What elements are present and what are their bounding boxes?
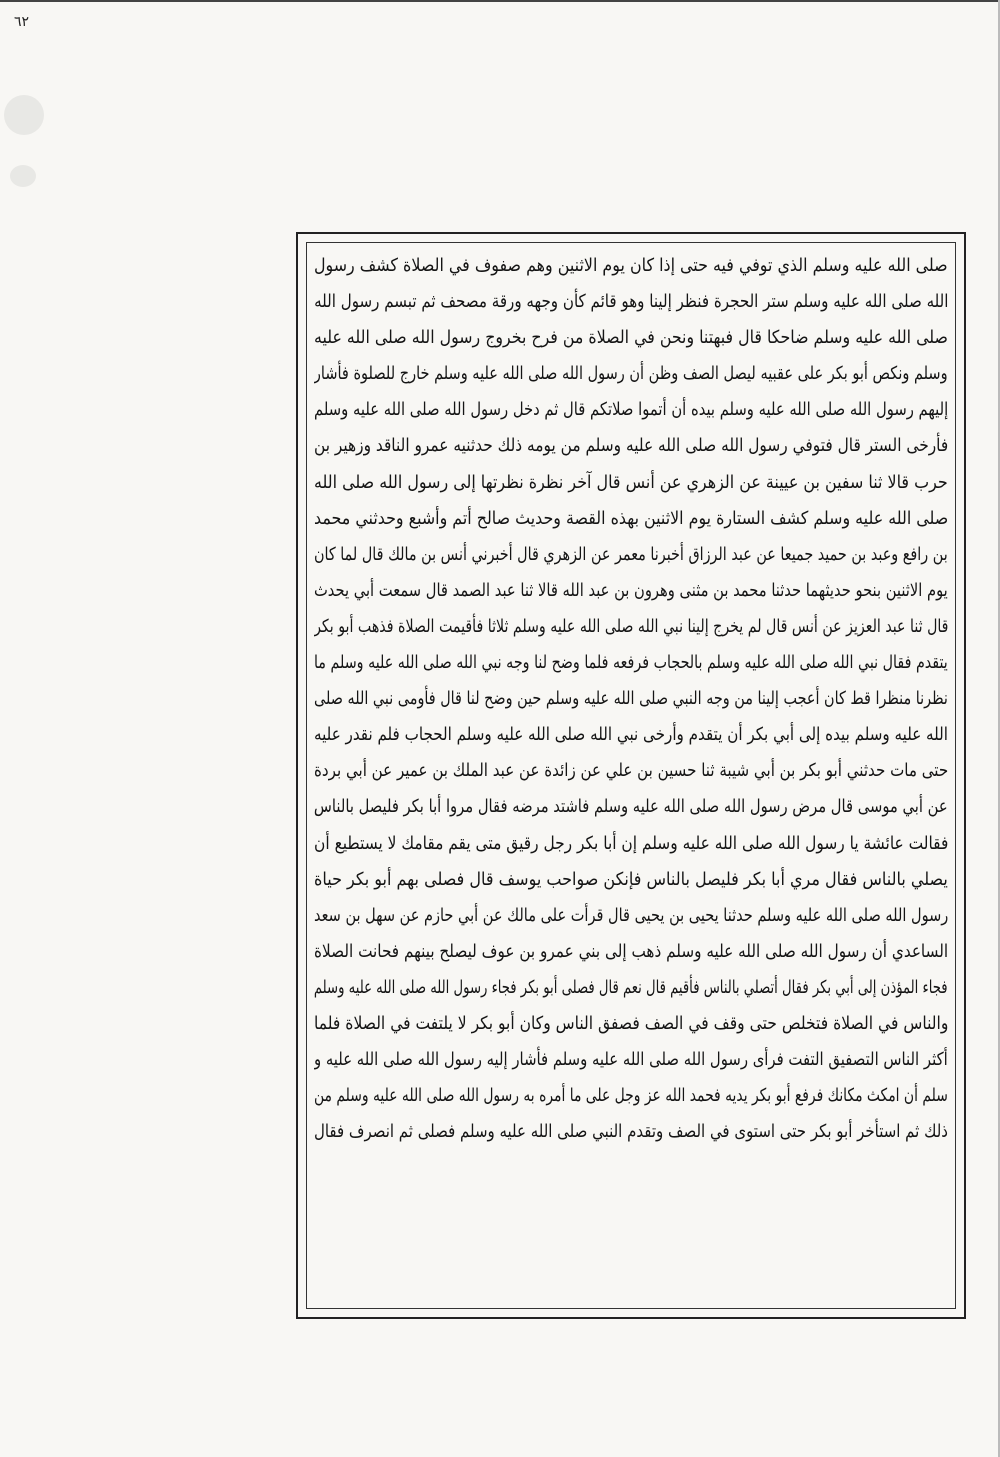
text-line	[314, 609, 948, 645]
text-line-content: نظرنا منظرا قط كان أعجب إلينا من وجه النبي صلى الله عليه وسلم حين وضح لنا قال فأومى نبي الله صلى	[314, 688, 948, 710]
text-line	[314, 1042, 948, 1078]
text-line	[314, 898, 948, 934]
manuscript-text-block	[314, 248, 948, 1306]
text-line-content: عن أبي موسى قال مرض رسول الله صلى الله عليه وسلم فاشتد مرضه فقال مروا أبا بكر فليصل بالناس	[314, 796, 948, 818]
text-line-content: الله صلى الله عليه وسلم ستر الحجرة فنظر إلينا وهو قائم كأن وجهه ورقة مصحف ثم تبسم رسول الله	[314, 291, 948, 313]
text-line	[314, 681, 948, 717]
margin-stain	[10, 165, 36, 187]
text-line	[314, 970, 948, 1006]
text-line-content: الساعدي أن رسول الله صلى الله عليه وسلم ذهب إلى بني عمرو بن عوف ليصلح بينهم فحانت الصلاة	[314, 940, 948, 962]
text-line	[314, 465, 948, 501]
text-line	[314, 1114, 948, 1150]
text-line	[314, 753, 948, 789]
text-line-content: الله عليه وسلم بيده إلى أبي بكر أن يتقدم وأرخى نبي الله صلى الله عليه وسلم الحجاب فلم نقدر عليه	[314, 724, 948, 746]
text-line	[314, 862, 948, 898]
text-line-content: صلى الله عليه وسلم كشف الستارة يوم الاثنين بهذه القصة وحديث صالح أتم وأشبع وحدثني محمد	[314, 507, 948, 529]
text-line-content: يتقدم فقال نبي الله صلى الله عليه وسلم بالحجاب فرفعه فلما وضح لنا وجه نبي الله صلى الله عليه وسلم ما	[314, 652, 948, 674]
text-line-content: يوم الاثنين بنحو حديثهما حدثنا محمد بن مثنى وهرون بن عبد الله قالا ثنا عبد الصمد قال سمعت أبي يحدث	[314, 579, 948, 601]
margin-stain	[4, 95, 44, 135]
text-line-content: فجاء المؤذن إلى أبي بكر فقال أتصلي بالناس فأقيم قال نعم قال فصلى أبو بكر فجاء رسول الله صلى الله عليه وسلم	[314, 976, 948, 998]
text-line	[314, 789, 948, 825]
text-line	[314, 248, 948, 284]
text-line-content: قال ثنا عبد العزيز عن أنس قال لم يخرج إلينا نبي الله صلى الله عليه وسلم ثلاثا فأقيمت الصلاة فذهب أبو بكر	[314, 615, 948, 637]
page-top-edge	[0, 0, 1000, 2]
text-line-content: فأرخى الستر قال فتوفي رسول الله صلى الله عليه وسلم من يومه ذلك حدثنيه عمرو الناقد وزهير بن	[314, 435, 948, 457]
text-line	[314, 934, 948, 970]
text-line-content: حرب قالا ثنا سفين بن عيينة عن الزهري عن أنس قال آخر نظرة نظرتها إلى رسول الله صلى الله	[314, 471, 948, 493]
text-line	[314, 826, 948, 862]
text-line	[314, 573, 948, 609]
text-line	[314, 320, 948, 356]
text-line	[314, 717, 948, 753]
text-line	[314, 356, 948, 392]
text-line	[314, 428, 948, 464]
text-line	[314, 392, 948, 428]
text-line-content: صلى الله عليه وسلم الذي توفي فيه حتى إذا كان يوم الاثنين وهم صفوف في الصلاة كشف رسول	[314, 255, 948, 276]
text-line-content: فقالت عائشة يا رسول الله صلى الله عليه وسلم إن أبا بكر رجل رقيق متى يقم مقامك لا يستطيع أن	[314, 832, 948, 854]
text-line	[314, 284, 948, 320]
text-line-content: أكثر الناس التصفيق التفت فرأى رسول الله صلى الله عليه وسلم فأشار إليه رسول الله صلى الله عليه و	[314, 1049, 948, 1071]
text-line-content: حتى مات حدثني أبو بكر بن أبي شيبة ثنا حسين بن علي عن زائدة عن عبد الملك بن عمير عن أبي بردة	[314, 760, 948, 782]
text-line	[314, 1078, 948, 1114]
text-line-content: رسول الله صلى الله عليه وسلم حدثنا يحيى بن يحيى قال قرأت على مالك عن أبي حازم عن سهل بن سعد	[314, 904, 948, 926]
text-line-content: بن رافع وعبد بن حميد جميعا عن عبد الرزاق أخبرنا معمر عن الزهري قال أخبرني أنس بن مالك قال لما كان	[314, 543, 948, 565]
text-line-content: وسلم ونكص أبو بكر على عقبيه ليصل الصف وظن أن رسول الله صلى الله عليه وسلم خارج للصلوة فأشار	[314, 363, 948, 385]
text-line-content: يصلي بالناس فقال مري أبا بكر فليصل بالناس فإنكن صواحب يوسف قال فصلى بهم أبو بكر حياة	[314, 868, 948, 890]
text-line-content: والناس في الصلاة فتخلص حتى وقف في الصف فصفق الناس وكان أبو بكر لا يلتفت في الصلاة فلما	[314, 1012, 948, 1034]
text-line-content: سلم أن امكث مكانك فرفع أبو بكر يديه فحمد الله عز وجل على ما أمره به رسول الله صلى الله عليه وسلم من	[314, 1085, 948, 1107]
text-line	[314, 537, 948, 573]
text-line-content: صلى الله عليه وسلم ضاحكا قال فبهتنا ونحن في الصلاة من فرح بخروج رسول الله صلى الله عليه	[314, 327, 948, 349]
text-line-content: ذلك ثم استأخر أبو بكر حتى استوى في الصف وتقدم النبي صلى الله عليه وسلم فصلى ثم انصرف فقال	[314, 1121, 948, 1143]
text-line	[314, 1006, 948, 1042]
text-line-content: إليهم رسول الله صلى الله عليه وسلم بيده أن أتموا صلاتكم قال ثم دخل رسول الله صلى الله عليه وسلم	[314, 399, 948, 421]
folio-number: ٦٢	[14, 14, 30, 30]
text-line	[314, 501, 948, 537]
text-line	[314, 645, 948, 681]
